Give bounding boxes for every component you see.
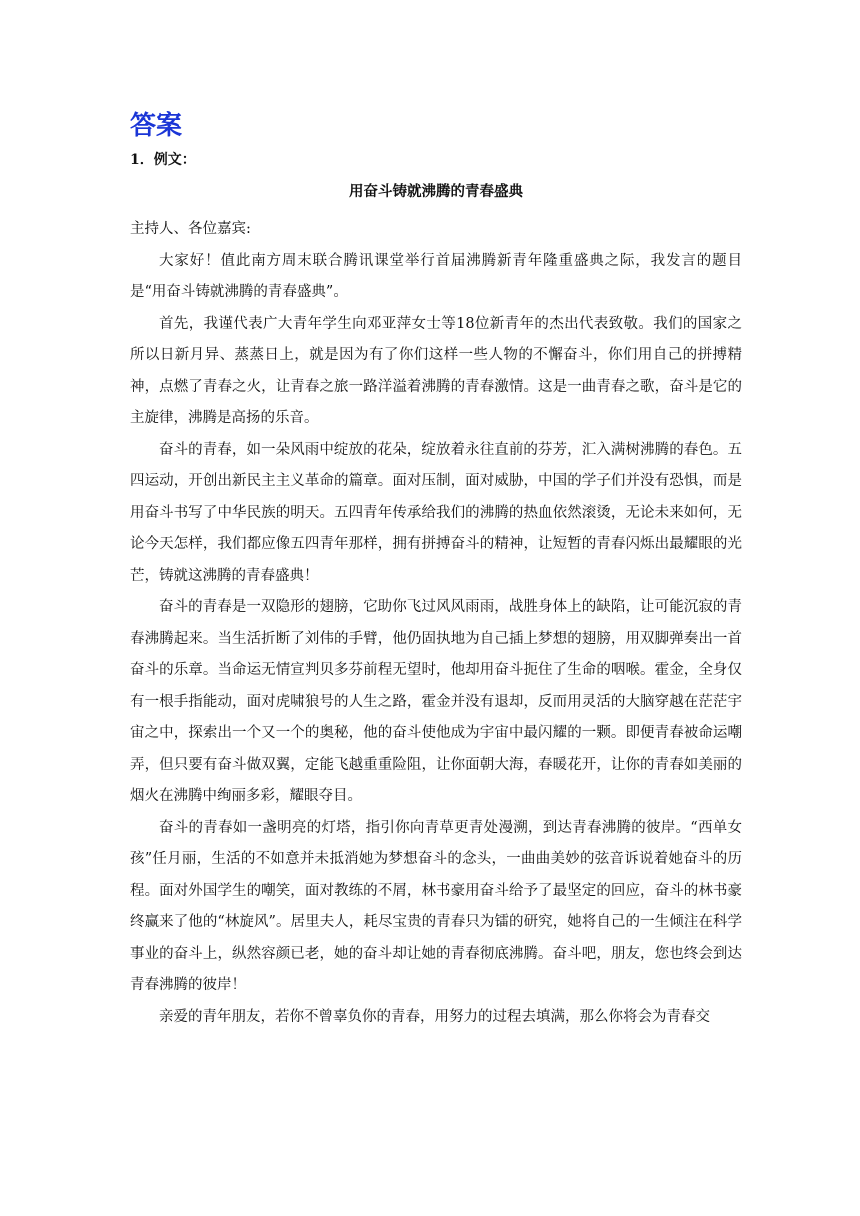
- essay-title: 用奋斗铸就沸腾的青春盛典: [349, 183, 523, 200]
- essay-paragraph: 大家好！值此南方周末联合腾讯课堂举行首届沸腾新青年隆重盛典之际，我发言的题目是“用奋斗铸就沸腾的青春盛典”。: [130, 252, 742, 300]
- essay-paragraph: 首先，我谨代表广大青年学生向邓亚萍女士等18位新青年的杰出代表致敬。我们的国家之所以日新月异、蒸蒸日上，就是因为有了你们这样一些人物的不懈奋斗，你们用自己的拼搏精神，点燃了青春之火，让青春之旅一路洋溢着沸腾的青春激情。这是一曲青春之歌，奋斗是它的主旋律，沸腾是高扬的乐音。: [130, 315, 742, 426]
- essay-paragraph: 奋斗的青春如一盏明亮的灯塔，指引你向青草更青处漫溯，到达青春沸腾的彼岸。“西单女孩”任月丽，生活的不如意并未抵消她为梦想奋斗的念头，一曲曲美妙的弦音诉说着她奋斗的历程。面对外国学生的嘲笑，面对教练的不屑，林书豪用奋斗给予了最坚定的回应，奋斗的林书豪终赢来了他的“林旋风”。居里夫人，耗尽宝贵的青春只为镭的研究，她将自己的一生倾注在科学事业的奋斗上，纵然容颜已老，她的奋斗却让她的青春彻底沸腾。奋斗吧，朋友，您也终会到达青春沸腾的彼岸！: [130, 819, 742, 993]
- essay-paragraph: 亲爱的青年朋友，若你不曾辜负你的青春，用努力的过程去填满，那么你将会为青春交: [159, 1008, 710, 1025]
- essay-paragraph: 奋斗的青春是一双隐形的翅膀，它助你飞过风风雨雨，战胜身体上的缺陷，让可能沉寂的青春沸腾起来。当生活折断了刘伟的手臂，他仍固执地为自己插上梦想的翅膀，用双脚弹奏出一首奋斗的乐章。当命运无情宣判贝多芬前程无望时，他却用奋斗扼住了生命的咽喉。霍金，全身仅有一根手指能动，面对虎啸狼号的人生之路，霍金并没有退却，反而用灵活的大脑穿越在茫茫宇宙之中，探索出一个又一个的奥秘，他的奋斗使他成为宇宙中最闪耀的一颗。即便青春被命运嘲弄，但只要有奋斗做双翼，定能飞越重重险阻，让你面朝大海，春暖花开，让你的青春如美丽的烟火在沸腾中绚丽多彩，耀眼夺目。: [130, 599, 742, 804]
- essay-paragraph: 奋斗的青春，如一朵风雨中绽放的花朵，绽放着永往直前的芬芳，汇入满树沸腾的春色。五四运动，开创出新民主主义革命的篇章。面对压制，面对威胁，中国的学子们并没有恐惧，而是用奋斗书写了中华民族的明天。五四青年传承给我们的沸腾的热血依然滚烫，无论未来如何，无论今天怎样，我们都应像五四青年那样，拥有拼搏奋斗的精神，让短暂的青春闪烁出最耀眼的光芒，铸就这沸腾的青春盛典！: [130, 441, 742, 584]
- question-label: 1．例文：: [130, 152, 196, 168]
- essay-salutation: 主持人、各位嘉宾:: [130, 221, 251, 237]
- answer-section: [130, 108, 742, 1033]
- answer-heading: 答案: [130, 111, 183, 141]
